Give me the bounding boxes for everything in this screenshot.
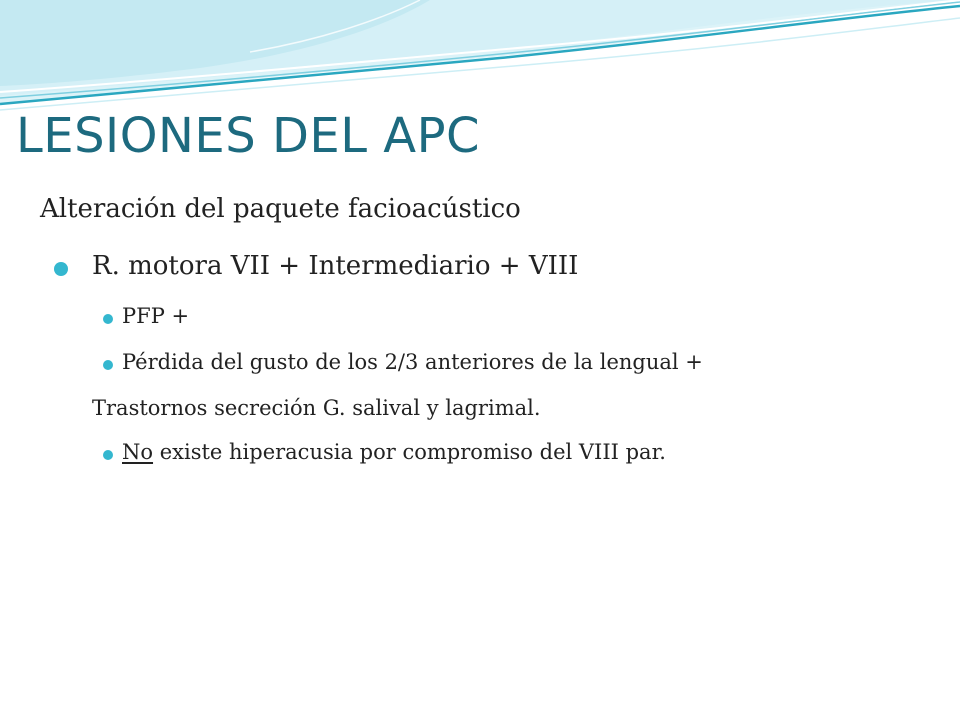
heading-text: Alteración del paquete facioacústico — [40, 194, 521, 224]
sub-item-hyperacusis — [122, 440, 666, 464]
continuation-text: Trastornos secreción G. salival y lagrimal. — [92, 396, 541, 420]
slide-title: LESIONES DEL APC — [16, 108, 481, 164]
sub-bullet-dot — [103, 360, 113, 370]
sub-item-taste-loss: Pérdida del gusto de los 2/3 anteriores de la lengual + — [122, 350, 703, 374]
sub-item-pfp: PFP + — [122, 304, 190, 328]
sub-item-hyperacusis-rest: existe hiperacusia por compromiso del VIII par. — [153, 440, 666, 464]
sub-bullet-dot — [103, 450, 113, 460]
sub-bullet-dot — [103, 314, 113, 324]
bullet-item-1: R. motora VII + Intermediario + VIII — [92, 251, 579, 281]
underlined-negation: No — [122, 440, 154, 464]
bullet-dot — [54, 262, 68, 276]
